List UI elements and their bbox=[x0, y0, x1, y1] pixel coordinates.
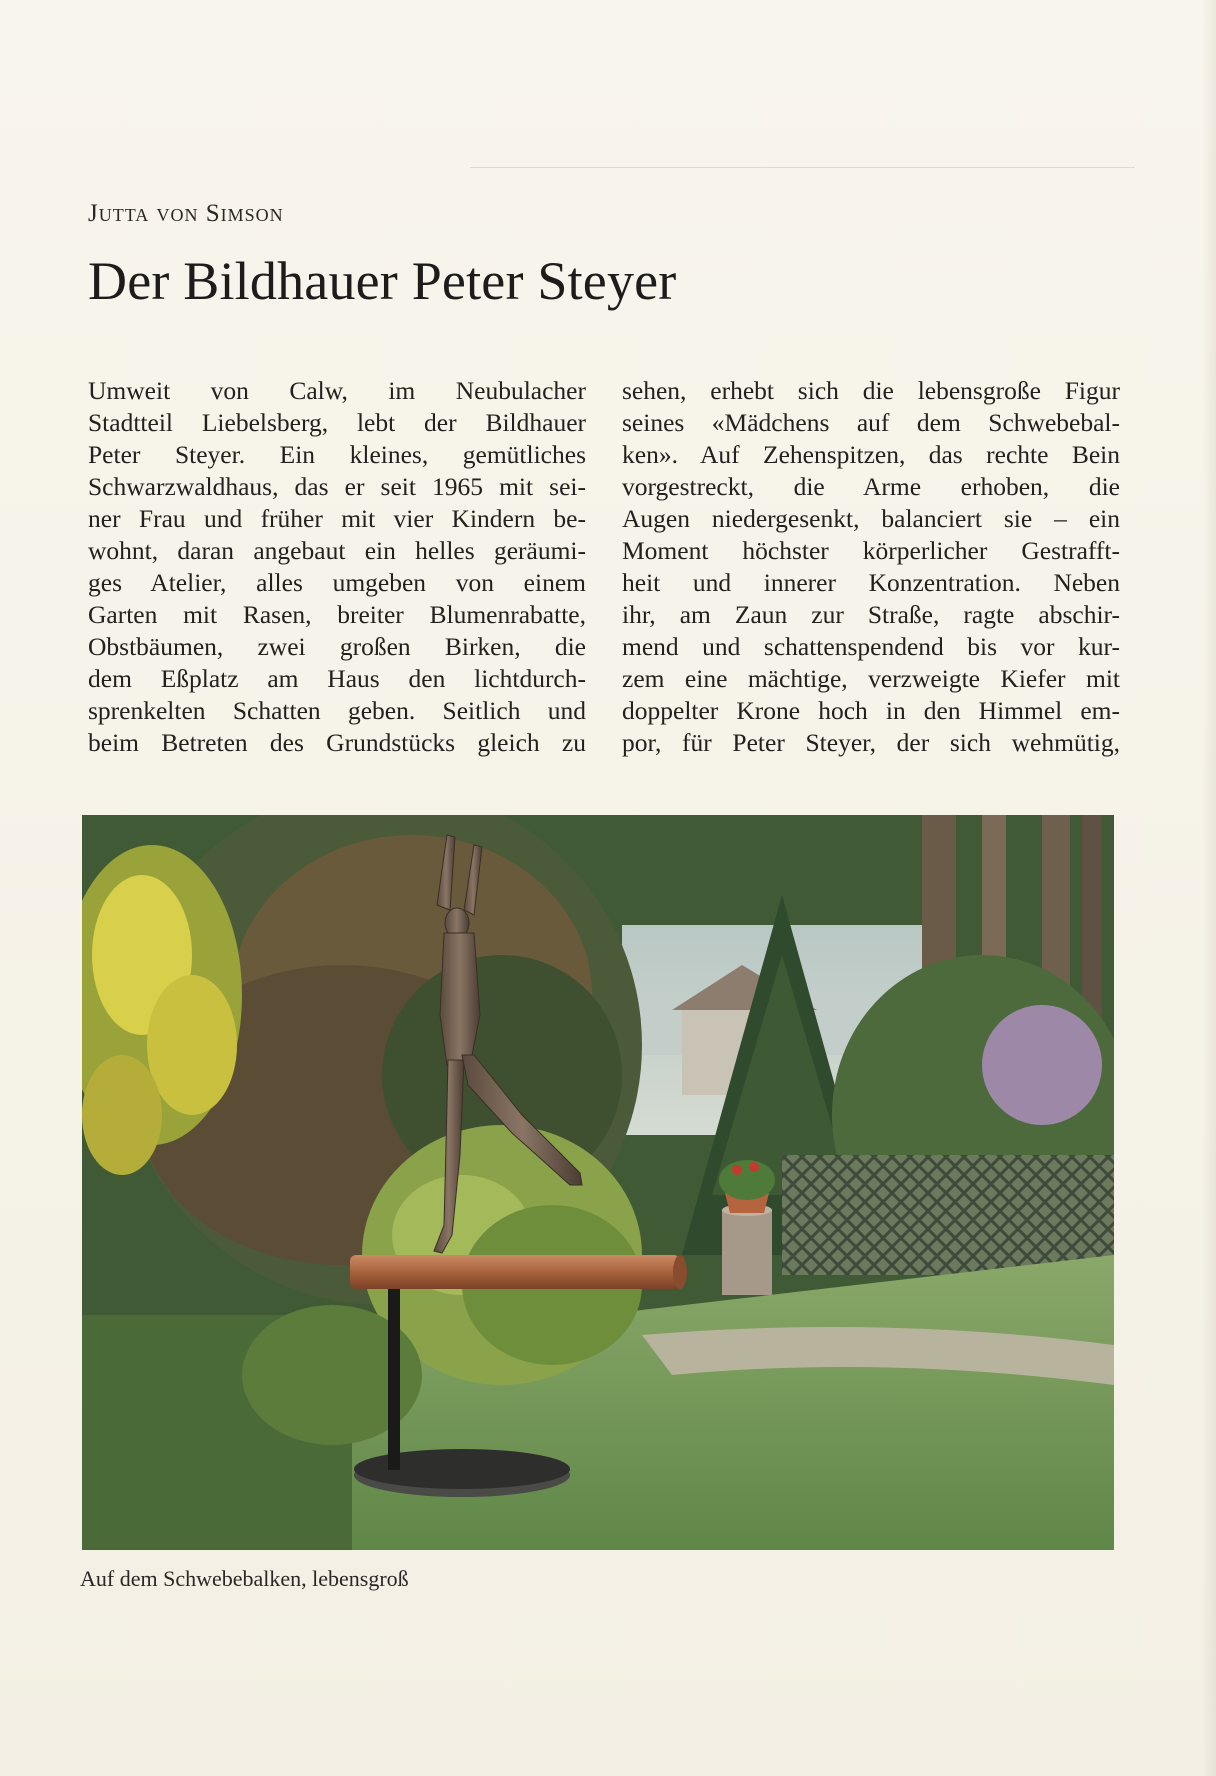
text-line: zem eine mächtige, verzweigte Kiefer mit bbox=[622, 664, 1120, 693]
text-line: Umweit von Calw, im Neubulacher bbox=[88, 376, 586, 405]
text-column-left bbox=[88, 375, 586, 759]
text-line: Schwarzwaldhaus, das er seit 1965 mit sei- bbox=[88, 472, 586, 501]
text-line: heit und innerer Konzentration. Neben bbox=[622, 568, 1120, 597]
text-column-right bbox=[622, 375, 1120, 759]
text-line: Moment höchster körperlicher Gestrafft- bbox=[622, 536, 1120, 565]
text-line: doppelter Krone hoch in den Himmel em- bbox=[622, 696, 1120, 725]
text-line: dem Eßplatz am Haus den lichtdurch- bbox=[88, 664, 586, 693]
text-line: Stadtteil Liebelsberg, lebt der Bildhauer bbox=[88, 408, 586, 437]
photo-caption: Auf dem Schwebebalken, lebensgroß bbox=[80, 1566, 409, 1591]
text-line: wohnt, daran angebaut ein helles geräumi- bbox=[88, 536, 586, 565]
text-line: mend und schattenspendend bis vor kur- bbox=[622, 632, 1120, 661]
article-author: Jutta von Simson bbox=[88, 200, 284, 227]
sculpture-photo bbox=[82, 815, 1114, 1550]
text-line: ner Frau und früher mit vier Kindern be- bbox=[88, 504, 586, 533]
page-edge-shadow bbox=[1202, 0, 1216, 1776]
text-line: Garten mit Rasen, breiter Blumenrabatte, bbox=[88, 600, 586, 629]
header-rule bbox=[470, 167, 1135, 168]
text-line: ken». Auf Zehenspitzen, das rechte Bein bbox=[622, 440, 1120, 469]
text-line: sehen, erhebt sich die lebensgroße Figur bbox=[622, 376, 1120, 405]
text-line: ihr, am Zaun zur Straße, ragte abschir- bbox=[622, 600, 1120, 629]
article-title: Der Bildhauer Peter Steyer bbox=[88, 251, 677, 311]
text-line: beim Betreten des Grundstücks gleich zu bbox=[88, 728, 586, 757]
text-line: seines «Mädchens auf dem Schwebebal- bbox=[622, 408, 1120, 437]
text-line: por, für Peter Steyer, der sich wehmütig, bbox=[622, 728, 1120, 757]
text-line: ges Atelier, alles umgeben von einem bbox=[88, 568, 586, 597]
text-line: sprenkelten Schatten geben. Seitlich und bbox=[88, 696, 586, 725]
text-line: Augen niedergesenkt, balanciert sie – ein bbox=[622, 504, 1120, 533]
text-line: Obstbäumen, zwei großen Birken, die bbox=[88, 632, 586, 661]
text-line: Peter Steyer. Ein kleines, gemütliches bbox=[88, 440, 586, 469]
text-line: vorgestreckt, die Arme erhoben, die bbox=[622, 472, 1120, 501]
